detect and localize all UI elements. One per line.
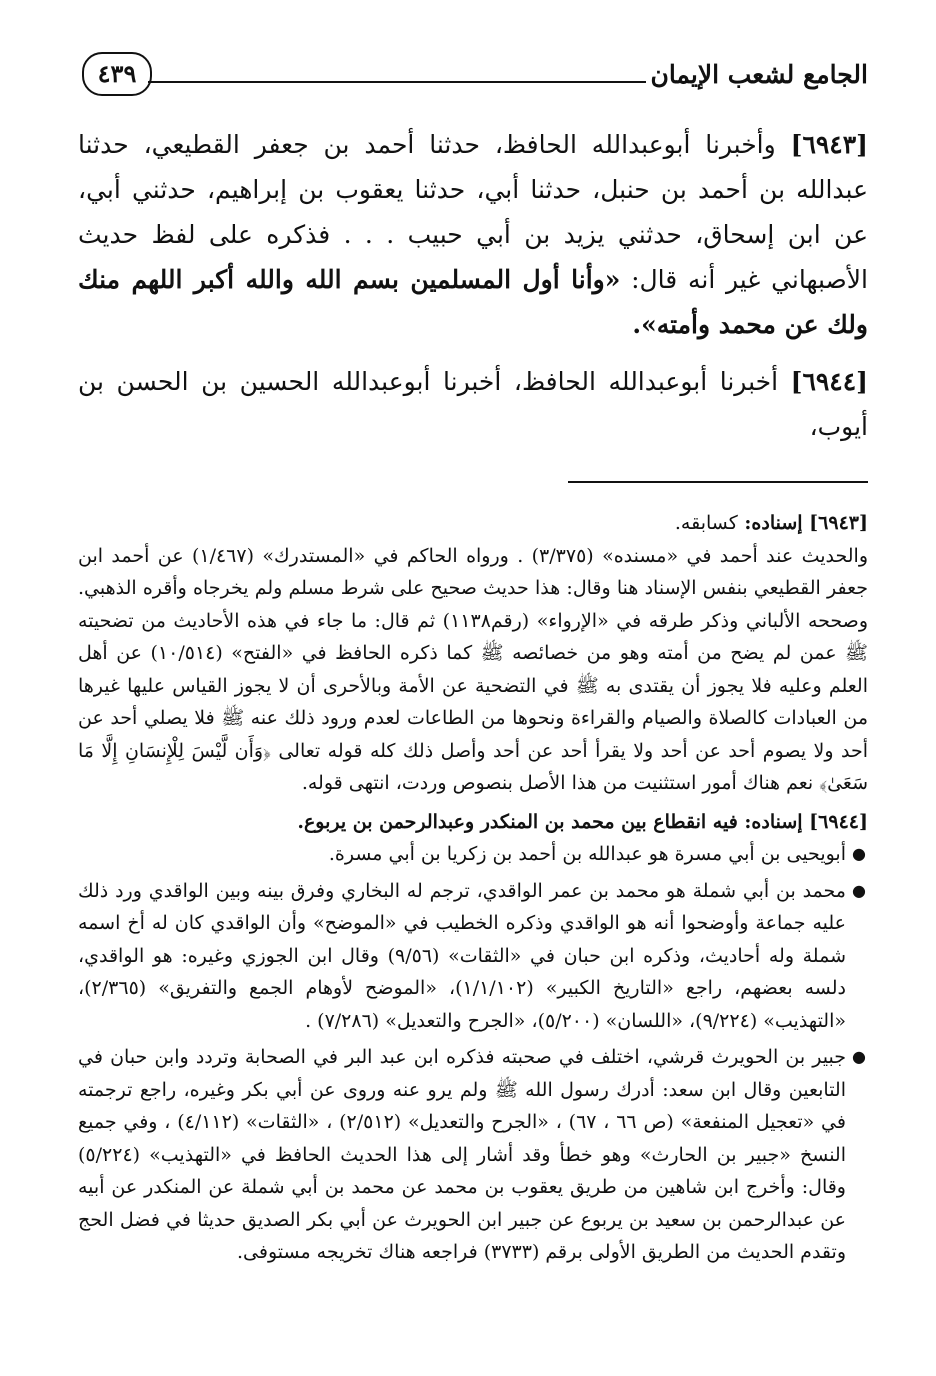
hadith-text: أخبرنا أبوعبدالله الحافظ، أخبرنا أبوعبدالله الحسين بن الحسن بن أيوب، — [78, 367, 868, 441]
footnote-6943-body: والحديث عند أحمد في «مسنده» (٣/٣٧٥) . ورواه الحاكم في «المستدرك» (١/٤٦٧) عن أحمد ابن جعفر القطيعي بنفس الإسناد هنا وقال: هذا حديث صحيح على شرط مسلم ولم يخرجاه وأقره الذهبي. وصححه الألباني وذكر طرقه في «الإرواء» (رقم١١٣٨) ثم قال: ما جاء في هذه الأحاديث من تضحيته ﷺ عمن لم يضح من أمته وهو من خصائصه ﷺ كما ذكره الحافظ في «الفتح» (١٠/٥١٤) عن أهل العلم وعليه فلا يجوز أن يقتدى به ﷺ في التضحية عن الأمة وبالأحرى أن لا يجوز القياس عليها غيرها من العبادات كالصلاة والصيام والقراءة ونحوها من الطاعات لعدم ورود ذلك عنه ﷺ فلا يصلي أحد عن أحد ولا يصوم أحد عن أحد ولا يقرأ أحد عن أحد وأصل ذلك كله قوله تعالى ﴿وَأَن لَّيْسَ لِلْإِنسَانِ إِلَّا مَا سَعَىٰ﴾ نعم هناك أمور استثنيت من هذا الأصل بنصوص وردت، انتهى قوله. — [78, 544, 869, 794]
footnote-6944-list — [78, 838, 868, 1269]
list-item — [78, 875, 868, 1038]
footnote-heading-text: كسابقه. — [674, 512, 738, 534]
bullet-icon: ● — [852, 1047, 866, 1066]
footnote-6944-heading — [78, 806, 868, 839]
list-item-text: أبويحيى بن أبي مسرة هو عبدالله بن أحمد بن زكريا بن أبي مسرة. — [328, 843, 846, 865]
bullet-icon: ● — [852, 880, 866, 900]
hadith-number: [٦٩٤٣] — [790, 130, 868, 159]
hadith-text: وأخبرنا أبوعبدالله الحافظ، حدثنا أحمد بن جعفر القطيعي، حدثنا عبدالله بن أحمد بن حنبل، حدثنا أبي، حدثنا يعقوب بن إبراهيم، حدثني أبي، عن ابن إسحاق، حدثني يزيد بن أبي حبيب . . . فذكره على لفظ حديث الأصبهاني غير أنه قال: — [78, 130, 868, 294]
book-page — [78, 38, 868, 1273]
list-item-text: محمد بن أبي شملة هو محمد بن عمر الواقدي، ترجم له البخاري وفرق بينه وبين الواقدي ورد ذلك عليه جماعة وأوضحوا أنه هو الواقدي وذكره الخطيب في «الموضح» وأن الواقدي كان له أخ اسمه شملة وله أحاديث، وذكره ابن حبان في «الثقات» (٩/٥٦) وقال ابن الجوزي وغيره: هو الواقدي، دلسه بعضهم، راجع «التاريخ الكبير» (١/١/١٠٢)، «الموضح لأوهام الجمع والتفريق» (٢/٣٦٥)، «التهذيب» (٩/٢٢٤)، «اللسان» (٥/٢٠٠)، «الجرح والتعديل» (٧/٢٨٦) . — [78, 879, 847, 1032]
running-title: الجامع لشعب الإيمان — [650, 60, 868, 89]
footnotes — [78, 507, 868, 1269]
main-text — [78, 122, 868, 449]
list-item-text: جبير بن الحويرث قرشي، اختلف في صحبته فذكره ابن عبد البر في الصحابة وتردد وابن حبان في التابعين وقال ابن سعد: أدرك رسول الله ﷺ ولم يرو عنه وروى عن أبي بكر وغيره، راجع ترجمته في «تعجيل المنفعة» (ص ٦٦ ، ٦٧) ، «الجرح والتعديل» (٢/٥١٢) ، «الثقات» (٤/١١٢) ، وفي جميع النسخ «جبير بن الحارث» وهو خطأ وقد أشار إلى هذا الحديث الحافظ في «التهذيب» (٥/٢٢٤) وقال: وأخرج ابن شاهين من طريق يعقوب بن محمد عن محمد بن أبي شملة عن المنكدر عن أبيه عن عبدالرحمن بن سعيد بن يربوع عن جبير ابن الحويرث عن أبي بكر الصديق حديثا في فضل الحج وتقدم الحديث من الطريق الأولى برقم (٣٧٣٣) فراجعه هناك تخريجه مستوفى. — [78, 1046, 846, 1263]
footnote-divider — [568, 481, 868, 483]
list-item — [78, 838, 868, 871]
hadith-quote: «وأنا أول المسلمين بسم الله والله أكبر اللهم منك ولك عن محمد وأمته». — [78, 265, 868, 339]
list-item — [78, 1041, 868, 1269]
footnote-heading-text: فيه انقطاع بين محمد بن المنكدر وعبدالرحمن بن يربوع. — [297, 810, 738, 833]
hadith-6943 — [78, 122, 868, 347]
bullet-icon: ● — [852, 844, 866, 863]
footnote-label: [٦٩٤٤] إسناده: — [744, 810, 868, 833]
footnote-6943-heading — [78, 507, 868, 540]
header-rule — [148, 81, 646, 83]
footnote-label: [٦٩٤٣] إسناده: — [744, 512, 868, 534]
hadith-number: [٦٩٤٤] — [790, 367, 868, 396]
page-number: ٤٣٩ — [82, 52, 152, 96]
page-header — [78, 38, 868, 108]
hadith-6944 — [78, 359, 868, 449]
